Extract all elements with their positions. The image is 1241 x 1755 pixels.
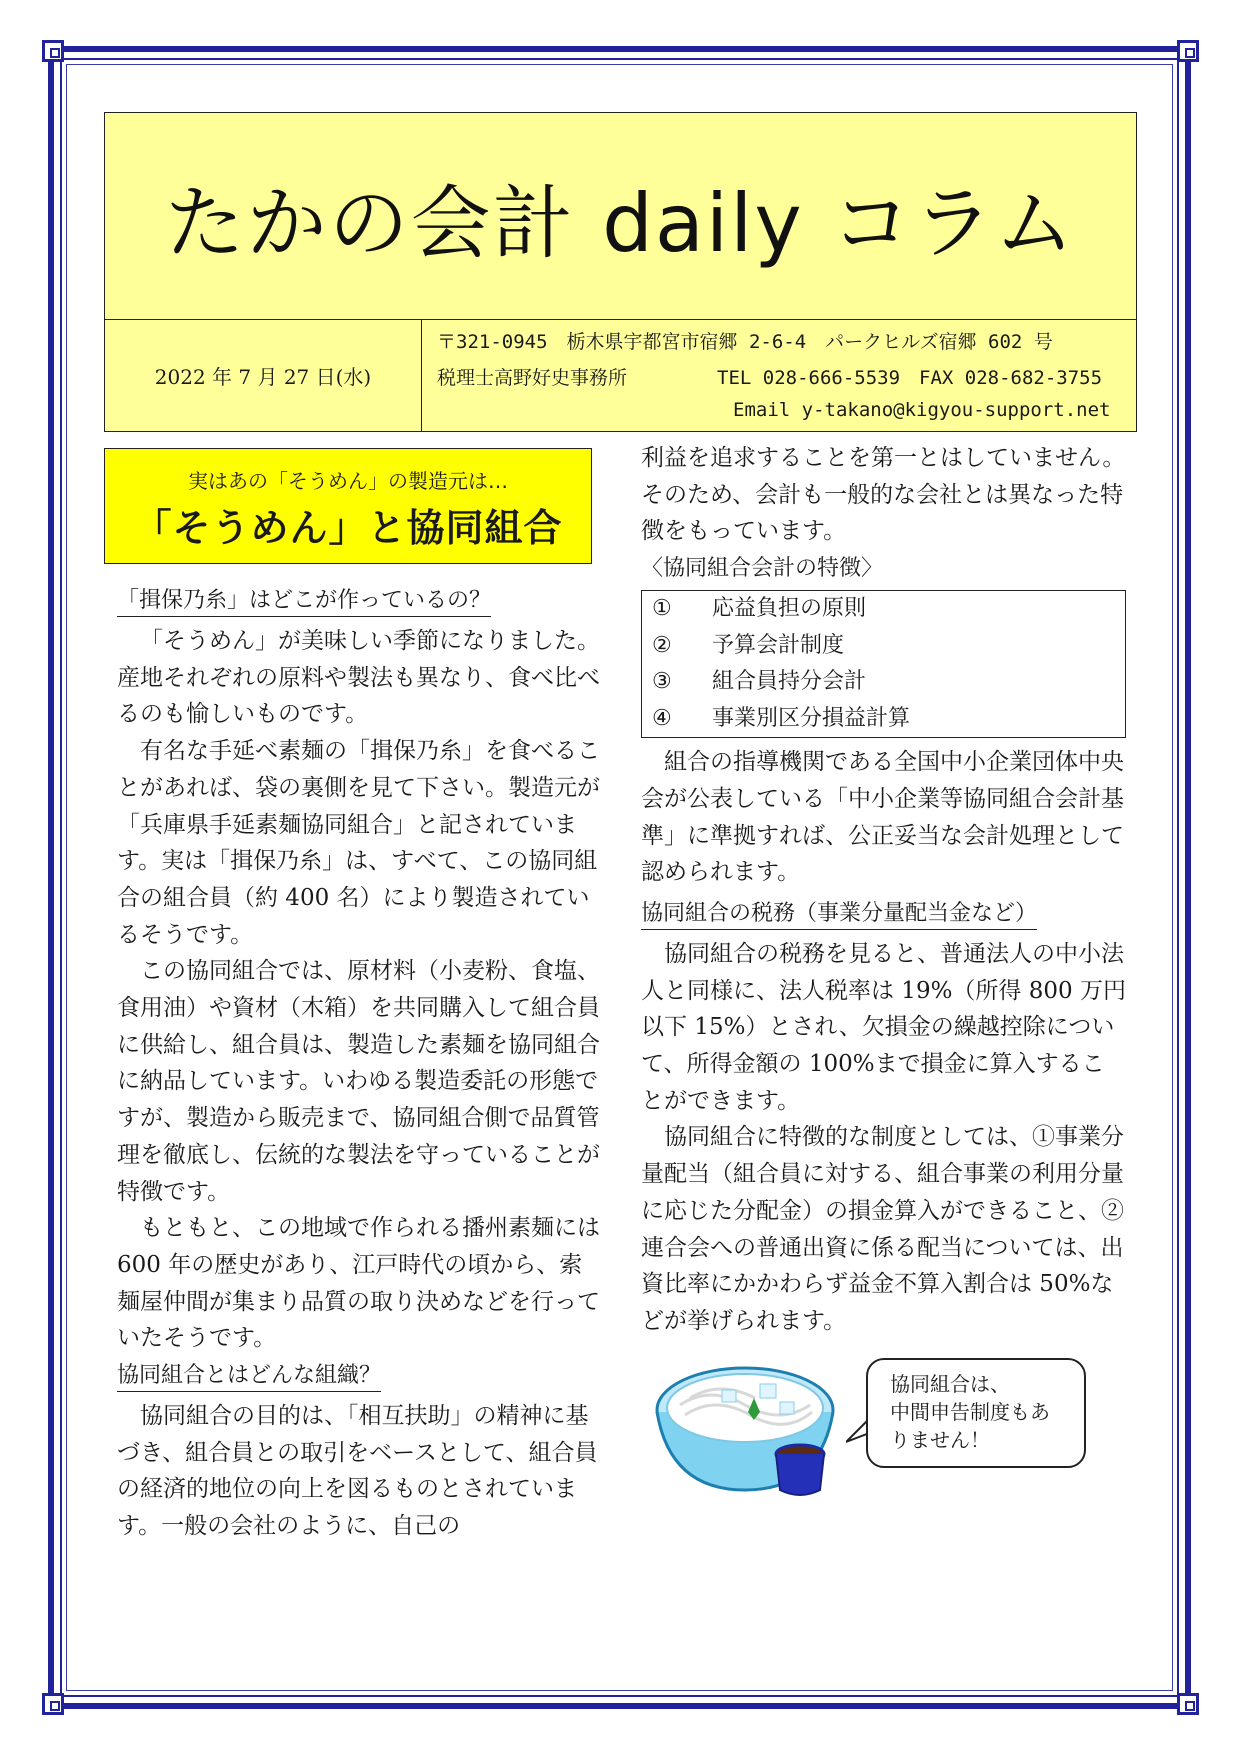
- office-address: 〒321-0945 栃木県宇都宮市宿郷 2-6-4 パークヒルズ宿郷 602 号: [437, 331, 1053, 353]
- list-heading: 〈協同組合会計の特徴〉: [641, 556, 884, 582]
- speech-bubble: [866, 1358, 1086, 1468]
- issue-date: 2022 年 7 月 27 日(水): [154, 364, 372, 389]
- paragraph: 協同組合の税務を見ると、普通法人の中小法人と同様に、法人税率は 19%（所得 800 万円以下 15%）とされ、欠損金の繰越控除について、所得金額の 100%まで損金に算入することができます。: [641, 940, 1126, 1114]
- bubble-line: りません！: [890, 1428, 990, 1452]
- section-heading-tax: 協同組合の税務（事業分量配当金など）: [641, 899, 1037, 930]
- section-heading-cooperative: 協同組合とはどんな組織？: [117, 1361, 381, 1392]
- list-item: ③ 組合員持分会計: [652, 669, 867, 695]
- section-heading-ibonoito: 「揖保乃糸」はどこが作っているの？: [117, 586, 491, 617]
- corner-ornament-bottom-left: [42, 1693, 64, 1715]
- office-name: 税理士高野好史事務所: [437, 367, 628, 389]
- corner-ornament-bottom-right: [1177, 1693, 1199, 1715]
- paragraph: もともと、この地域で作られる播州素麺には 600 年の歴史があり、江戸時代の頃から、索麺屋仲間が集まり品質の取り決めなどを行っていたそうです。: [117, 1215, 600, 1352]
- paragraph: 組合の指導機関である全国中小企業団体中央会が公表している「中小企業等協同組合会計基準」に準拠すれば、公正妥当な会計処理として認められます。: [641, 749, 1124, 886]
- list-item: ④ 事業別区分損益計算: [652, 705, 911, 731]
- feature-title-box: [104, 448, 592, 564]
- left-column: [117, 582, 605, 1545]
- masthead-column-divider: [421, 319, 422, 431]
- corner-ornament-top-right: [1177, 40, 1199, 62]
- bubble-line: 協同組合は、: [890, 1372, 1010, 1396]
- paragraph: 協同組合の目的は、「相互扶助」の精神に基づき、組合員との取引をベースとして、組合員の経済的地位の向上を図るものとされています。一般の会社のように、自己の: [117, 1403, 598, 1540]
- feature-subtitle: 実はあの「そうめん」の製造元は…: [188, 469, 508, 493]
- masthead: [104, 112, 1137, 432]
- paragraph: 協同組合に特徴的な制度としては、①事業分量配当（組合員に対する、組合事業の利用分量に応じた分配金）の損金算入ができること、②連合会への普通出資に係る配当については、出資比率にかかわらず益金不算入割合は 50%などが挙げられます。: [641, 1124, 1124, 1334]
- page-title: たかの会計 daily コラム: [164, 176, 1077, 270]
- paragraph: 「そうめん」が美味しい季節になりました。産地それぞれの原料や製法も異なり、食べ比べるのも愉しいものです。: [117, 628, 600, 728]
- office-email: Email y-takano@kigyou-support.net: [733, 399, 1111, 421]
- somen-bowl-icon: [650, 1350, 870, 1508]
- office-tel-fax: TEL 028-666-5539 FAX 028-682-3755: [717, 367, 1103, 389]
- paragraph: 有名な手延べ素麺の「揖保乃糸」を食べることがあれば、袋の裏側を見て下さい。製造元が「兵庫県手延素麺協同組合」と記されています。実は「揖保乃糸」は、すべて、この協同組合の組合員（約 400 名）により製造されているそうです。: [117, 738, 600, 948]
- feature-title: 「そうめん」と協同組合: [133, 506, 563, 550]
- paragraph: 利益を追求することを第一とはしていません。そのため、会計も一般的な会社とは異なった特徴をもっています。: [641, 445, 1126, 545]
- list-item: ② 予算会計制度: [652, 632, 845, 658]
- list-item: ① 応益負担の原則: [652, 596, 867, 622]
- accounting-features-list: [641, 590, 1126, 738]
- right-column: [641, 440, 1126, 1340]
- paragraph: この協同組合では、原材料（小麦粉、食塩、食用油）や資材（木箱）を共同購入して組合員に供給し、組合員は、製造した素麺を協同組合に納品しています。いわゆる製造委託の形態ですが、製造から販売まで、協同組合側で品質管理を徹底し、伝統的な製法を守っていることが特徴です。: [117, 958, 600, 1205]
- bubble-line: 中間申告制度もあ: [890, 1400, 1050, 1424]
- corner-ornament-top-left: [42, 40, 64, 62]
